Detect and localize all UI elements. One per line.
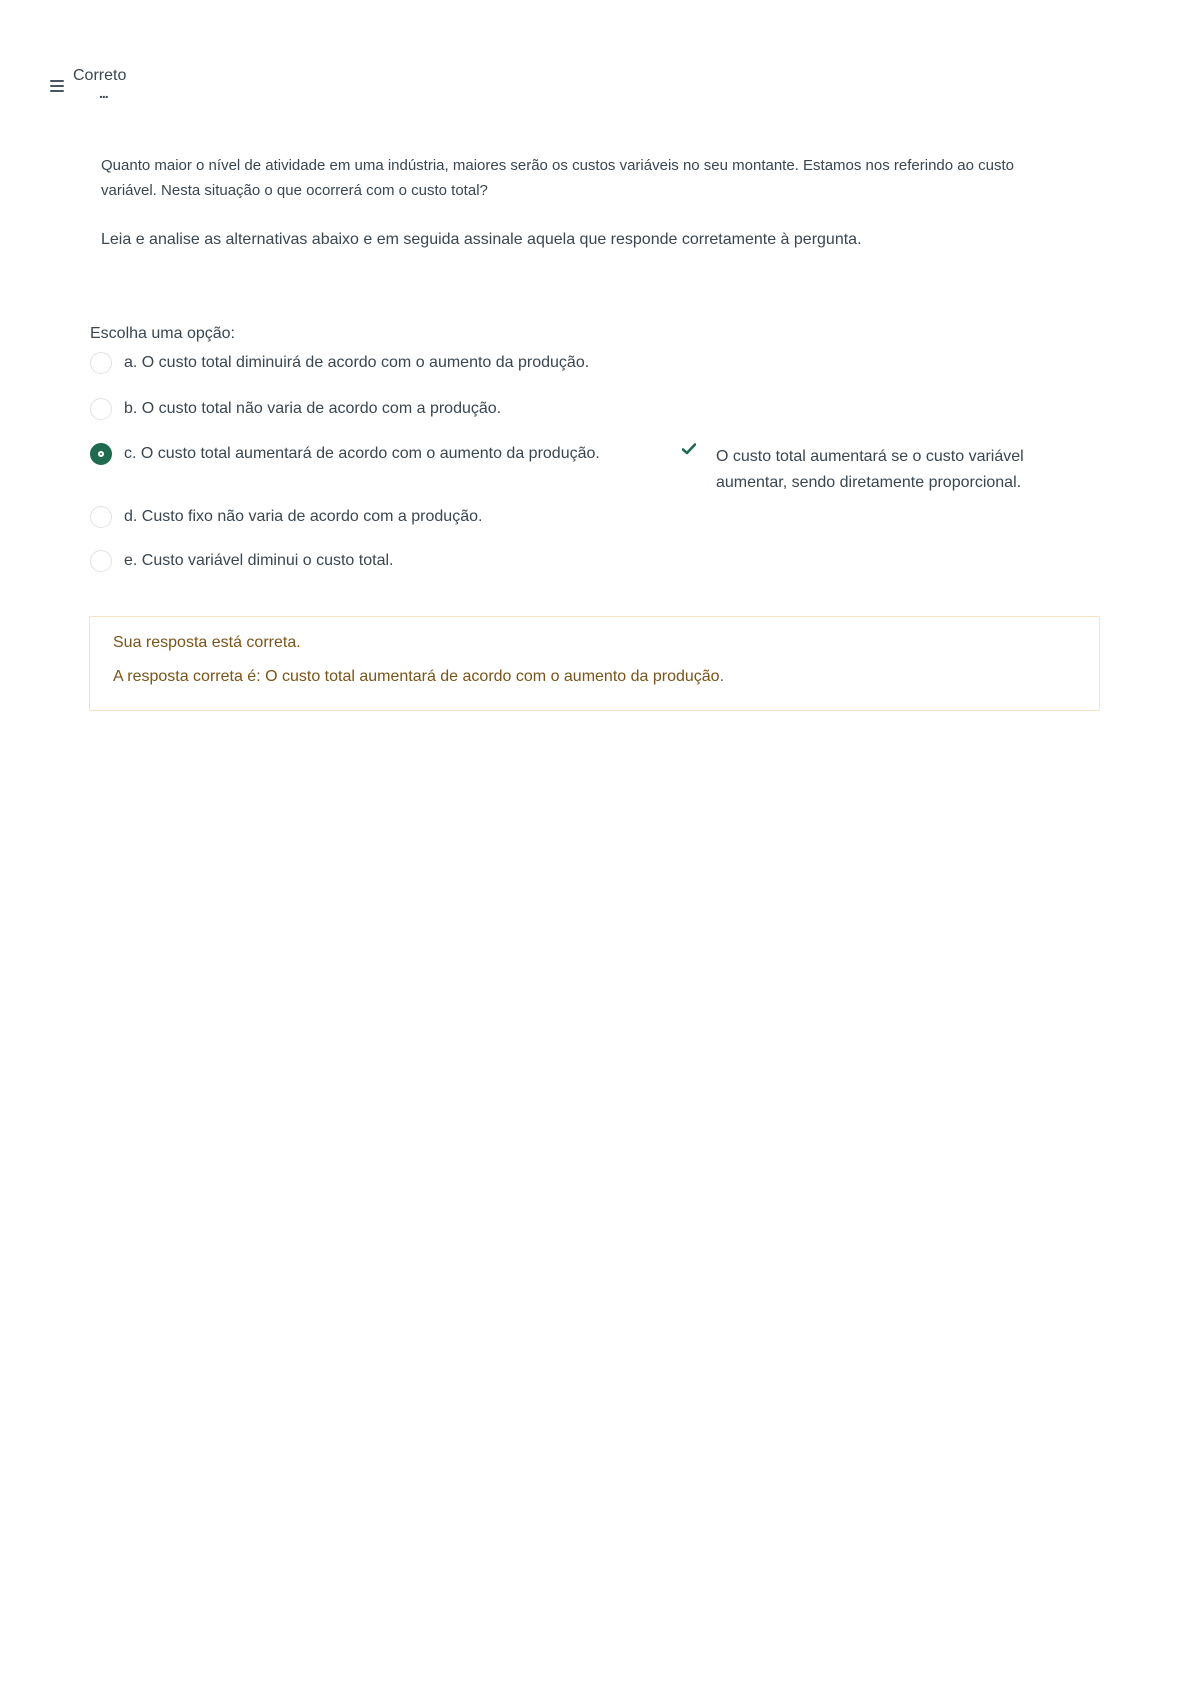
status-block [73, 66, 127, 101]
option-label: b. O custo total não varia de acordo com a produção. [124, 400, 502, 417]
specific-feedback: O custo total aumentará se o custo variável aumentar, sendo diretamente proporcional. [716, 448, 1024, 491]
option-label: c. O custo total aumentará de acordo com o aumento da produção. [124, 445, 600, 462]
question-instruction: Leia e analise as alternativas abaixo e em seguida assinale aquela que responde corretamente à pergunta. [101, 231, 862, 248]
option-b[interactable] [90, 399, 501, 421]
question-text [101, 153, 1041, 252]
check-icon [682, 443, 696, 455]
question-status: Correto [73, 67, 127, 84]
menu-icon[interactable] [50, 80, 64, 92]
option-a[interactable] [90, 353, 589, 375]
option-label: d. Custo fixo não varia de acordo com a produção. [124, 508, 483, 525]
option-d[interactable] [90, 507, 482, 529]
outcome-result: Sua resposta está correta. [113, 634, 301, 651]
more-icon[interactable]: ... [99, 85, 108, 101]
radio-checked-icon[interactable] [90, 443, 112, 465]
outcome-box [89, 616, 1100, 711]
radio-icon[interactable] [90, 550, 112, 572]
question-header [50, 66, 127, 101]
radio-icon[interactable] [90, 352, 112, 374]
option-e[interactable] [90, 551, 393, 573]
option-label: e. Custo variável diminui o custo total. [124, 552, 394, 569]
radio-icon[interactable] [90, 398, 112, 420]
outcome-right-answer: A resposta correta é: O custo total aumentará de acordo com o aumento da produção. [113, 668, 725, 685]
radio-icon[interactable] [90, 506, 112, 528]
answer-prompt: Escolha uma opção: [90, 325, 235, 342]
option-c[interactable] [90, 444, 600, 466]
question-body: Quanto maior o nível de atividade em uma indústria, maiores serão os custos variáveis no seu montante. Estamos nos referindo ao custo variável. Nesta situação o que ocorrerá com o custo total? [101, 157, 1014, 199]
option-label: a. O custo total diminuirá de acordo com o aumento da produção. [124, 354, 590, 371]
